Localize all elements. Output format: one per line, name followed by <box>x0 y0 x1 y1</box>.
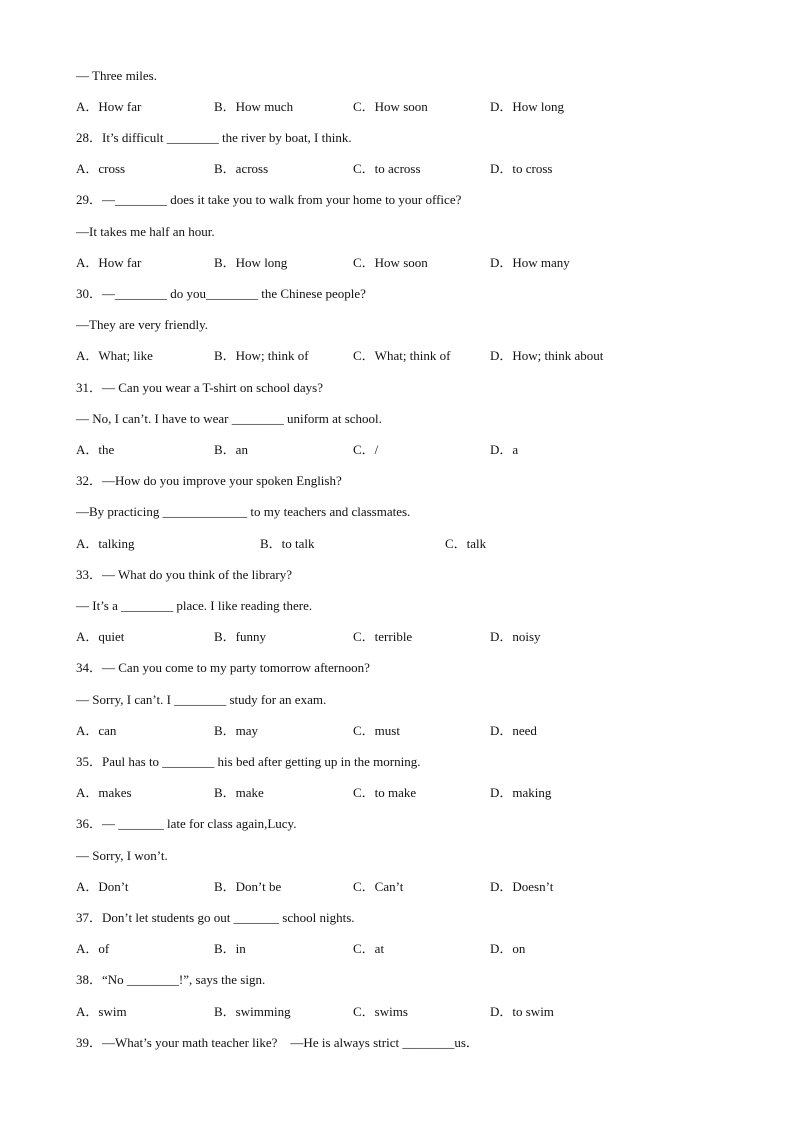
option-d: D．making <box>490 785 552 800</box>
option-d: D．Doesn’t <box>490 879 554 894</box>
option-d: D．need <box>490 723 537 738</box>
options-row <box>76 255 736 271</box>
option-d: D．to swim <box>490 1004 554 1019</box>
options-row <box>76 785 736 801</box>
answer-line: — No, I can’t. I have to wear ________ uniform at school. <box>76 411 382 426</box>
option-b: B．How long <box>214 255 288 270</box>
option-c: C．What; think of <box>353 348 451 363</box>
options-row <box>76 99 736 115</box>
question-33: 33．— What do you think of the library? <box>76 567 293 582</box>
option-b: B．may <box>214 723 259 738</box>
option-a: A．Don’t <box>76 879 129 894</box>
option-b: B．an <box>214 442 248 457</box>
option-b: B．to talk <box>260 536 315 551</box>
option-d: D．How; think about <box>490 348 604 363</box>
option-a: A．of <box>76 941 110 956</box>
question-31: 31．— Can you wear a T-shirt on school days? <box>76 380 323 395</box>
question-29: 29．—________ does it take you to walk from your home to your office? <box>76 192 462 207</box>
answer-line: — Three miles. <box>76 68 157 83</box>
answer-line: — It’s a ________ place. I like reading there. <box>76 598 313 613</box>
option-a: A．How far <box>76 255 142 270</box>
options-row <box>76 879 736 895</box>
question-37: 37．Don’t let students go out _______ school nights. <box>76 910 355 925</box>
option-c: C．to across <box>353 161 421 176</box>
question-38: 38．“No ________!”, says the sign. <box>76 972 266 987</box>
options-row <box>76 442 736 458</box>
question-36: 36．— _______ late for class again,Lucy. <box>76 816 297 831</box>
option-c: C．Can’t <box>353 879 404 894</box>
options-row <box>76 536 736 552</box>
option-d: D．to cross <box>490 161 553 176</box>
options-row <box>76 161 736 177</box>
option-b: B．in <box>214 941 246 956</box>
option-c: C．swims <box>353 1004 408 1019</box>
option-d: D．noisy <box>490 629 541 644</box>
option-c: C．How soon <box>353 255 428 270</box>
question-35: 35．Paul has to ________ his bed after getting up in the morning. <box>76 754 421 769</box>
option-b: B．Don’t be <box>214 879 282 894</box>
options-row <box>76 723 736 739</box>
options-row <box>76 1004 736 1020</box>
question-30: 30．—________ do you________ the Chinese people? <box>76 286 366 301</box>
options-row <box>76 629 736 645</box>
answer-line: —They are very friendly. <box>76 317 208 332</box>
option-a: A．makes <box>76 785 132 800</box>
option-b: B．make <box>214 785 264 800</box>
answer-line: —By practicing _____________ to my teachers and classmates. <box>76 504 411 519</box>
option-c: C．How soon <box>353 99 428 114</box>
option-c: C．at <box>353 941 385 956</box>
question-32: 32．—How do you improve your spoken English? <box>76 473 342 488</box>
option-a: A．swim <box>76 1004 127 1019</box>
option-c: C．must <box>353 723 400 738</box>
option-d: D．How long <box>490 99 565 114</box>
question-34: 34．— Can you come to my party tomorrow afternoon? <box>76 660 370 675</box>
option-c: C．terrible <box>353 629 413 644</box>
option-b: B．across <box>214 161 269 176</box>
option-b: B．funny <box>214 629 267 644</box>
option-d: D．a <box>490 442 519 457</box>
options-row <box>76 941 736 957</box>
option-c: C．to make <box>353 785 417 800</box>
option-a: A．What; like <box>76 348 153 363</box>
option-a: A．the <box>76 442 115 457</box>
options-row <box>76 348 736 364</box>
option-b: B．How; think of <box>214 348 309 363</box>
option-d: D．How many <box>490 255 570 270</box>
question-28: 28．It’s difficult ________ the river by boat, I think. <box>76 130 352 145</box>
option-b: B．How much <box>214 99 294 114</box>
answer-line: — Sorry, I won’t. <box>76 848 168 863</box>
option-c: C．/ <box>353 442 379 457</box>
option-c: C．talk <box>445 536 487 551</box>
option-d: D．on <box>490 941 526 956</box>
option-a: A．can <box>76 723 117 738</box>
answer-line: — Sorry, I can’t. I ________ study for an exam. <box>76 692 327 707</box>
option-a: A．quiet <box>76 629 125 644</box>
option-b: B．swimming <box>214 1004 291 1019</box>
question-39: 39．—What’s your math teacher like? —He is always strict ________us． <box>76 1035 479 1050</box>
option-a: A．talking <box>76 536 135 551</box>
option-a: A．cross <box>76 161 126 176</box>
option-a: A．How far <box>76 99 142 114</box>
answer-line: —It takes me half an hour. <box>76 224 215 239</box>
